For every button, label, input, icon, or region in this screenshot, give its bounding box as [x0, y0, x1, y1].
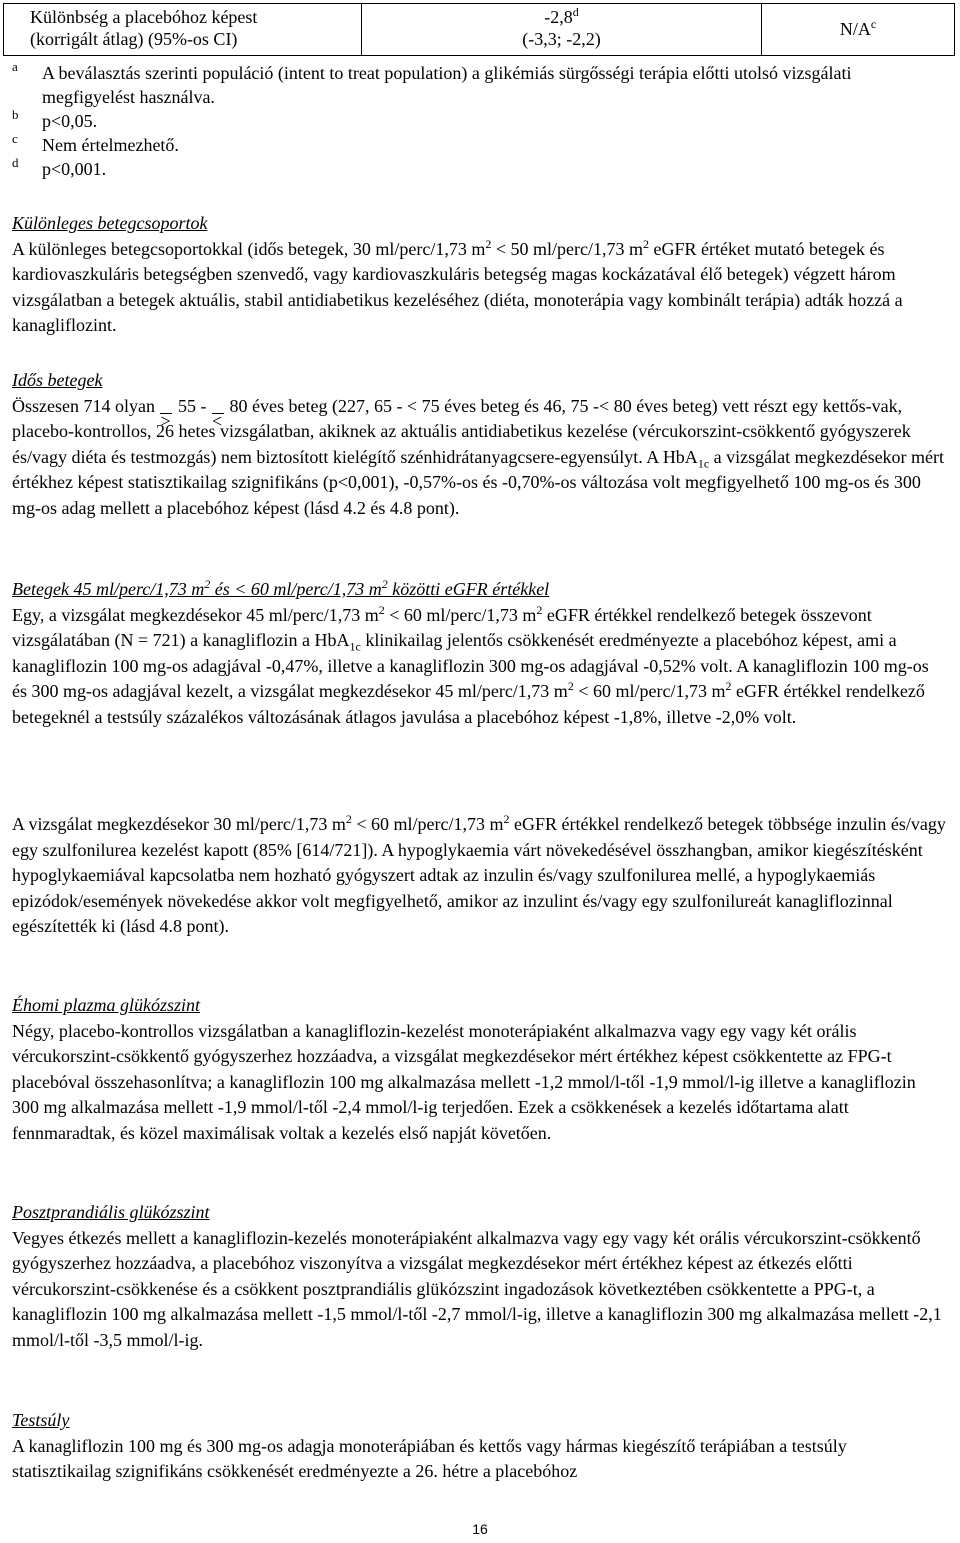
footnote-text: p<0,05. [42, 111, 98, 131]
text-run: < 60 ml/perc/1,73 m [384, 604, 537, 625]
section-heading: Testsúly [12, 1410, 70, 1430]
superscript: 2 [345, 812, 352, 826]
value-main: -2,8 [544, 7, 573, 27]
text-run: eGFR értékkel rendelkező betegek összevont vizsgálatában (N = 721) a kanagliflozin a HbA [12, 604, 872, 650]
superscript: 2 [381, 577, 388, 591]
text-run: < 60 ml/perc/1,73 m [351, 814, 504, 834]
superscript: 2 [536, 602, 543, 617]
superscript: 2 [725, 679, 732, 693]
superscript: 2 [485, 236, 492, 251]
footnote-a [0, 61, 950, 109]
na-text: N/A [839, 19, 871, 39]
footnote-mark: c [12, 131, 18, 146]
value-sup: d [572, 5, 579, 19]
section-paragraph: A kanagliflozin 100 mg és 300 mg-os adagja monoterápiában és kettős vagy hármas kiegészítő terápiában a testsúly statisztikailag szignifikáns csökkenését eredményezte a 26. hétre a placebóhoz [12, 1435, 847, 1481]
row-label-line1: Különbség a placebóhoz képest [30, 7, 258, 27]
value-ci: (-3,3; -2,2) [522, 29, 601, 49]
superscript: 2 [204, 577, 211, 591]
text-run: közötti eGFR értékkel [387, 579, 550, 599]
table-na-cell [762, 4, 954, 55]
footnote-mark: d [12, 155, 19, 170]
section-fpg [12, 993, 947, 1146]
footnote-text: A beválasztás szerinti populáció (intent to treat population) a glikémiás sürgősségi terápia előtti utolsó vizsgálati megfigyelést használva. [42, 63, 852, 107]
footnote-text: p<0,001. [42, 159, 107, 179]
table-value-cell [362, 4, 762, 55]
section-heading: Éhomi plazma glükózszint [12, 995, 201, 1015]
text-run: < 50 ml/perc/1,73 m [491, 238, 644, 259]
section-paragraph [12, 603, 947, 731]
footnote-mark: a [12, 59, 18, 74]
footnote-d [0, 157, 950, 181]
subscript: 1c [697, 456, 710, 471]
section-paragraph: Négy, placebo-kontrollos vizsgálatban a kanagliflozin-kezelést monoterápiaként alkalmazva vagy egy vagy két orális vércukorszint-csökkentő gyógyszerhez hozzáadva, a vizsgálat megkezdésekor mért értékhez képest csökkentette az FPG-t placebóval összehasonlítva; a kanagliflozin 100 mg alkalmazása mellett -1,2 mmol/l-től -1,9 mmol/l-ig illetve a kanagliflozin 300 mg alkalmazása mellett -1,9 mmol/l-től -2,4 mmol/l-ig terjedően. Ezek a csökkenések a kezelés időtartama alatt fennmaradtak, és közel maximálisak voltak a kezelés első napját követően. [12, 1020, 916, 1143]
text-run: 80 éves beteg (227, 65 - < 75 éves beteg és 46, 75 -< 80 éves beteg) vett részt egy kettős-vak, placebo-kontrollos, 26 hetes vizsgálatban, akiknek az aktuális antidiabetikus kezelése (vércukorszint-csökkentő gyógyszerek és/vagy diéta és testmozgás) nem biztosított kielégítő szénhidrátanyagcsere-egyensúlyt. A HbA [12, 395, 911, 467]
text-run: klinikailag jelentős csökkenését eredményezte a placebóhoz képest, ami a kanagliflozin 100 mg-os adagjával -0,47%, illetve a kanagliflozin 300 mg-os adagjával -0,52% volt. A kanagliflozin 100 mg-os és 300 mg-os adagjával kezelt, a vizsgálat megkezdésekor 45 ml/perc/1,73 m [12, 630, 929, 701]
text-run: A különleges betegcsoportokkal (idős betegek, 30 ml/perc/1,73 m [12, 238, 486, 259]
text-run: A vizsgálat megkezdésekor 30 ml/perc/1,73 m [12, 814, 346, 834]
text-run: < 60 ml/perc/1,73 m [573, 681, 726, 701]
superscript: 2 [378, 602, 385, 617]
section-paragraph [12, 237, 947, 339]
table-row-label [4, 4, 362, 55]
text-run: eGFR értéket mutató betegek és kardiovaszkuláris betegségben szenvedő, vagy kardiovaszkuláris betegség magas kockázatával élő betegek) végzett három vizsgálatban a betegek aktuális, stabil antidiabetikus kezeléséhez (diéta, monoterápia vagy kombinált terápia) adták hozzá a kanagliflozint. [12, 238, 903, 335]
superscript: 2 [503, 812, 510, 826]
text-run: 55 - [173, 395, 211, 416]
text-run: Összesen 714 olyan [12, 395, 160, 416]
section-paragraph: Vegyes étkezés mellett a kanagliflozin-kezelés monoterápiaként alkalmazva vagy egy vagy két orális vércukorszint-csökkentő gyógyszerhez hozzáadva, a placebóhoz viszonyítva a vizsgálat megkezdésekor mért értékhez képest az étkezés előtti vércukorszint-csökkenése és a csökkent posztprandiális glükózszint ingadozások következtében csökkentette a PPG-t, a kanagliflozin 100 mg alkalmazása mellett -1,5 mmol/l-től -2,7 mmol/l-ig, illetve a kanagliflozin 300 mg alkalmazása mellett -2,1 mmol/l-től -3,5 mmol/l-ig. [12, 1227, 942, 1350]
footnote-mark: b [12, 107, 19, 122]
row-label-line2: (korrigált átlag) (95%-os CI) [30, 29, 238, 49]
subscript: 1c [349, 639, 361, 654]
text-run: Betegek 45 ml/perc/1,73 m [12, 579, 205, 599]
section-heading: Idős betegek [12, 370, 103, 390]
section-weight [12, 1408, 947, 1485]
footnote-c [0, 133, 950, 157]
text-run: és < 60 ml/perc/1,73 m [210, 579, 382, 599]
footnote-text: Nem értelmezhető. [42, 135, 179, 155]
footnote-b [0, 109, 950, 133]
section-special-groups [12, 211, 947, 339]
results-table-row [3, 3, 955, 56]
section-paragraph [12, 394, 947, 522]
section-egfr-45-60 [12, 577, 947, 730]
section-egfr-30-60 [12, 812, 947, 940]
section-paragraph [12, 812, 947, 940]
section-elderly [12, 368, 947, 521]
text-run: eGFR értékkel rendelkező betegeknél a testsúly százalékos változásának átlagos javulása a placebóhoz képest -1,8%, illetve -2,0% volt. [12, 681, 925, 727]
text-run: Egy, a vizsgálat megkezdésekor 45 ml/perc/1,73 m [12, 604, 379, 625]
na-sup: c [870, 17, 877, 31]
section-heading [12, 577, 947, 603]
superscript: 2 [567, 679, 574, 693]
page-number: 16 [472, 1521, 488, 1537]
text-run: a vizsgálat megkezdésekor mért értékhez képest statisztikailag szignifikáns (p<0,001), -0,57%-os és -0,70%-os változása volt megfigyelhető 100 mg-os és 300 mg-os adag mellett a placebóhoz képest (lásd 4.2 és 4.8 pont). [12, 446, 945, 518]
section-heading: Különleges betegcsoportok [12, 213, 208, 233]
text-run: eGFR értékkel rendelkező betegek többsége inzulin és/vagy egy szulfonilurea kezelést kapott (85% [614/721]). A hypoglykaemia várt növekedésével összhangban, amikor kiegészítésként hypoglykaemiával kapcsolatba nem hozható gyógyszert adtak az inzulin és/vagy szulfonilurea mellé, a hypoglykaemiás epizódok/események növekedése akkor volt megfigyelhető, amikor az inzulint és/vagy egy szulfonilureát kanagliflozinnal egészítették ki (lásd 4.8 pont). [12, 814, 946, 936]
section-ppg [12, 1200, 947, 1353]
superscript: 2 [643, 236, 650, 251]
section-heading: Posztprandiális glükózszint [12, 1202, 210, 1222]
